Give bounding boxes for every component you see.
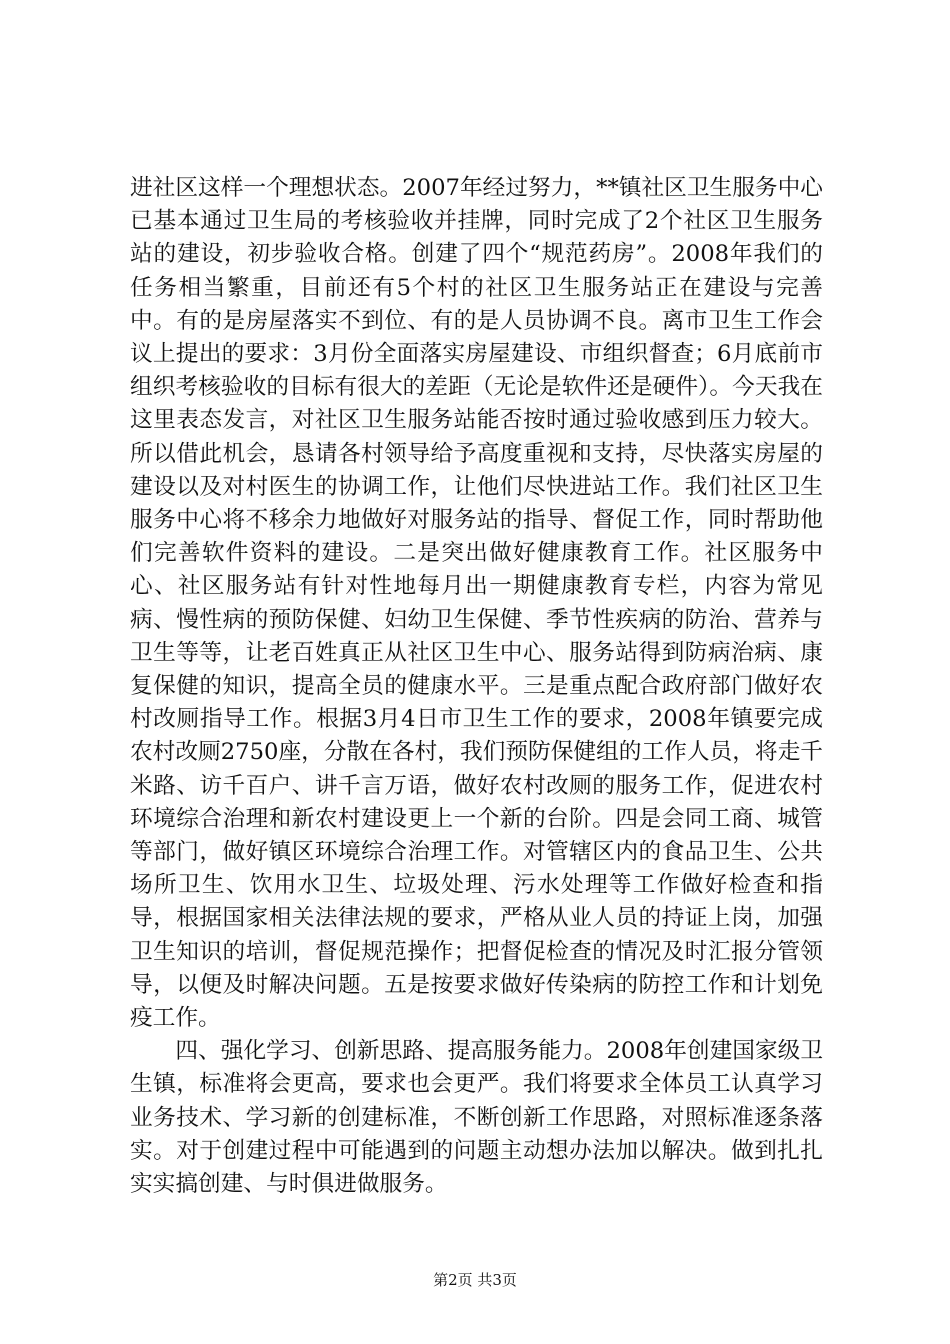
document-body — [130, 172, 823, 1201]
paragraph-section-four: 四、强化学习、创新思路、提高服务能力。2008年创建国家级卫生镇，标准将会更高，要求也会更严。我们将要求全体员工认真学习业务技术、学习新的创建标准，不断创新工作思路，对照标准逐条落实。对于创建过程中可能遇到的问题主动想办法加以解决。做到扎扎实实搞创建、与时俱进做服务。 — [130, 1038, 824, 1198]
paragraph-continuation: 进社区这样一个理想状态。2007年经过努力，**镇社区卫生服务中心已基本通过卫生局的考核验收并挂牌，同时完成了2个社区卫生服务站的建设，初步验收合格。创建了四个“规范药房”。2008年我们的任务相当繁重，目前还有5个村的社区卫生服务站正在建设与完善中。有的是房屋落实不到位、有的是人员协调不良。离市卫生工作会议上提出的要求：3月份全面落实房屋建设、市组织督查；6月底前市组织考核验收的目标有很大的差距（无论是软件还是硬件）。今天我在这里表态发言，对社区卫生服务站能否按时通过验收感到压力较大。所以借此机会，恳请各村领导给予高度重视和支持，尽快落实房屋的建设以及对村医生的协调工作，让他们尽快进站工作。我们社区卫生服务中心将不移余力地做好对服务站的指导、督促工作，同时帮助他们完善软件资料的建设。二是突出做好健康教育工作。社区服务中心、社区服务站有针对性地每月出一期健康教育专栏，内容为常见病、慢性病的预防保健、妇幼卫生保健、季节性疾病的防治、营养与卫生等等，让老百姓真正从社区卫生中心、服务站得到防病治病、康复保健的知识，提高全员的健康水平。三是重点配合政府部门做好农村改厕指导工作。根据3月4日市卫生工作的要求，2008年镇要完成农村改厕2750座，分散在各村，我们预防保健组的工作人员，将走千米路、访千百户、讲千言万语，做好农村改厕的服务工作，促进农村环境综合治理和新农村建设更上一个新的台阶。四是会同工商、城管等部门，做好镇区环境综合治理工作。对管辖区内的食品卫生、公共场所卫生、饮用水卫生、垃圾处理、污水处理等工作做好检查和指导，根据国家相关法律法规的要求，严格从业人员的持证上岗，加强卫生知识的培训，督促规范操作；把督促检查的情况及时汇报分管领导，以便及时解决问题。五是按要求做好传染病的防控工作和计划免疫工作。 — [130, 175, 823, 1032]
page-footer: 第2页 共3页 — [433, 1271, 517, 1289]
